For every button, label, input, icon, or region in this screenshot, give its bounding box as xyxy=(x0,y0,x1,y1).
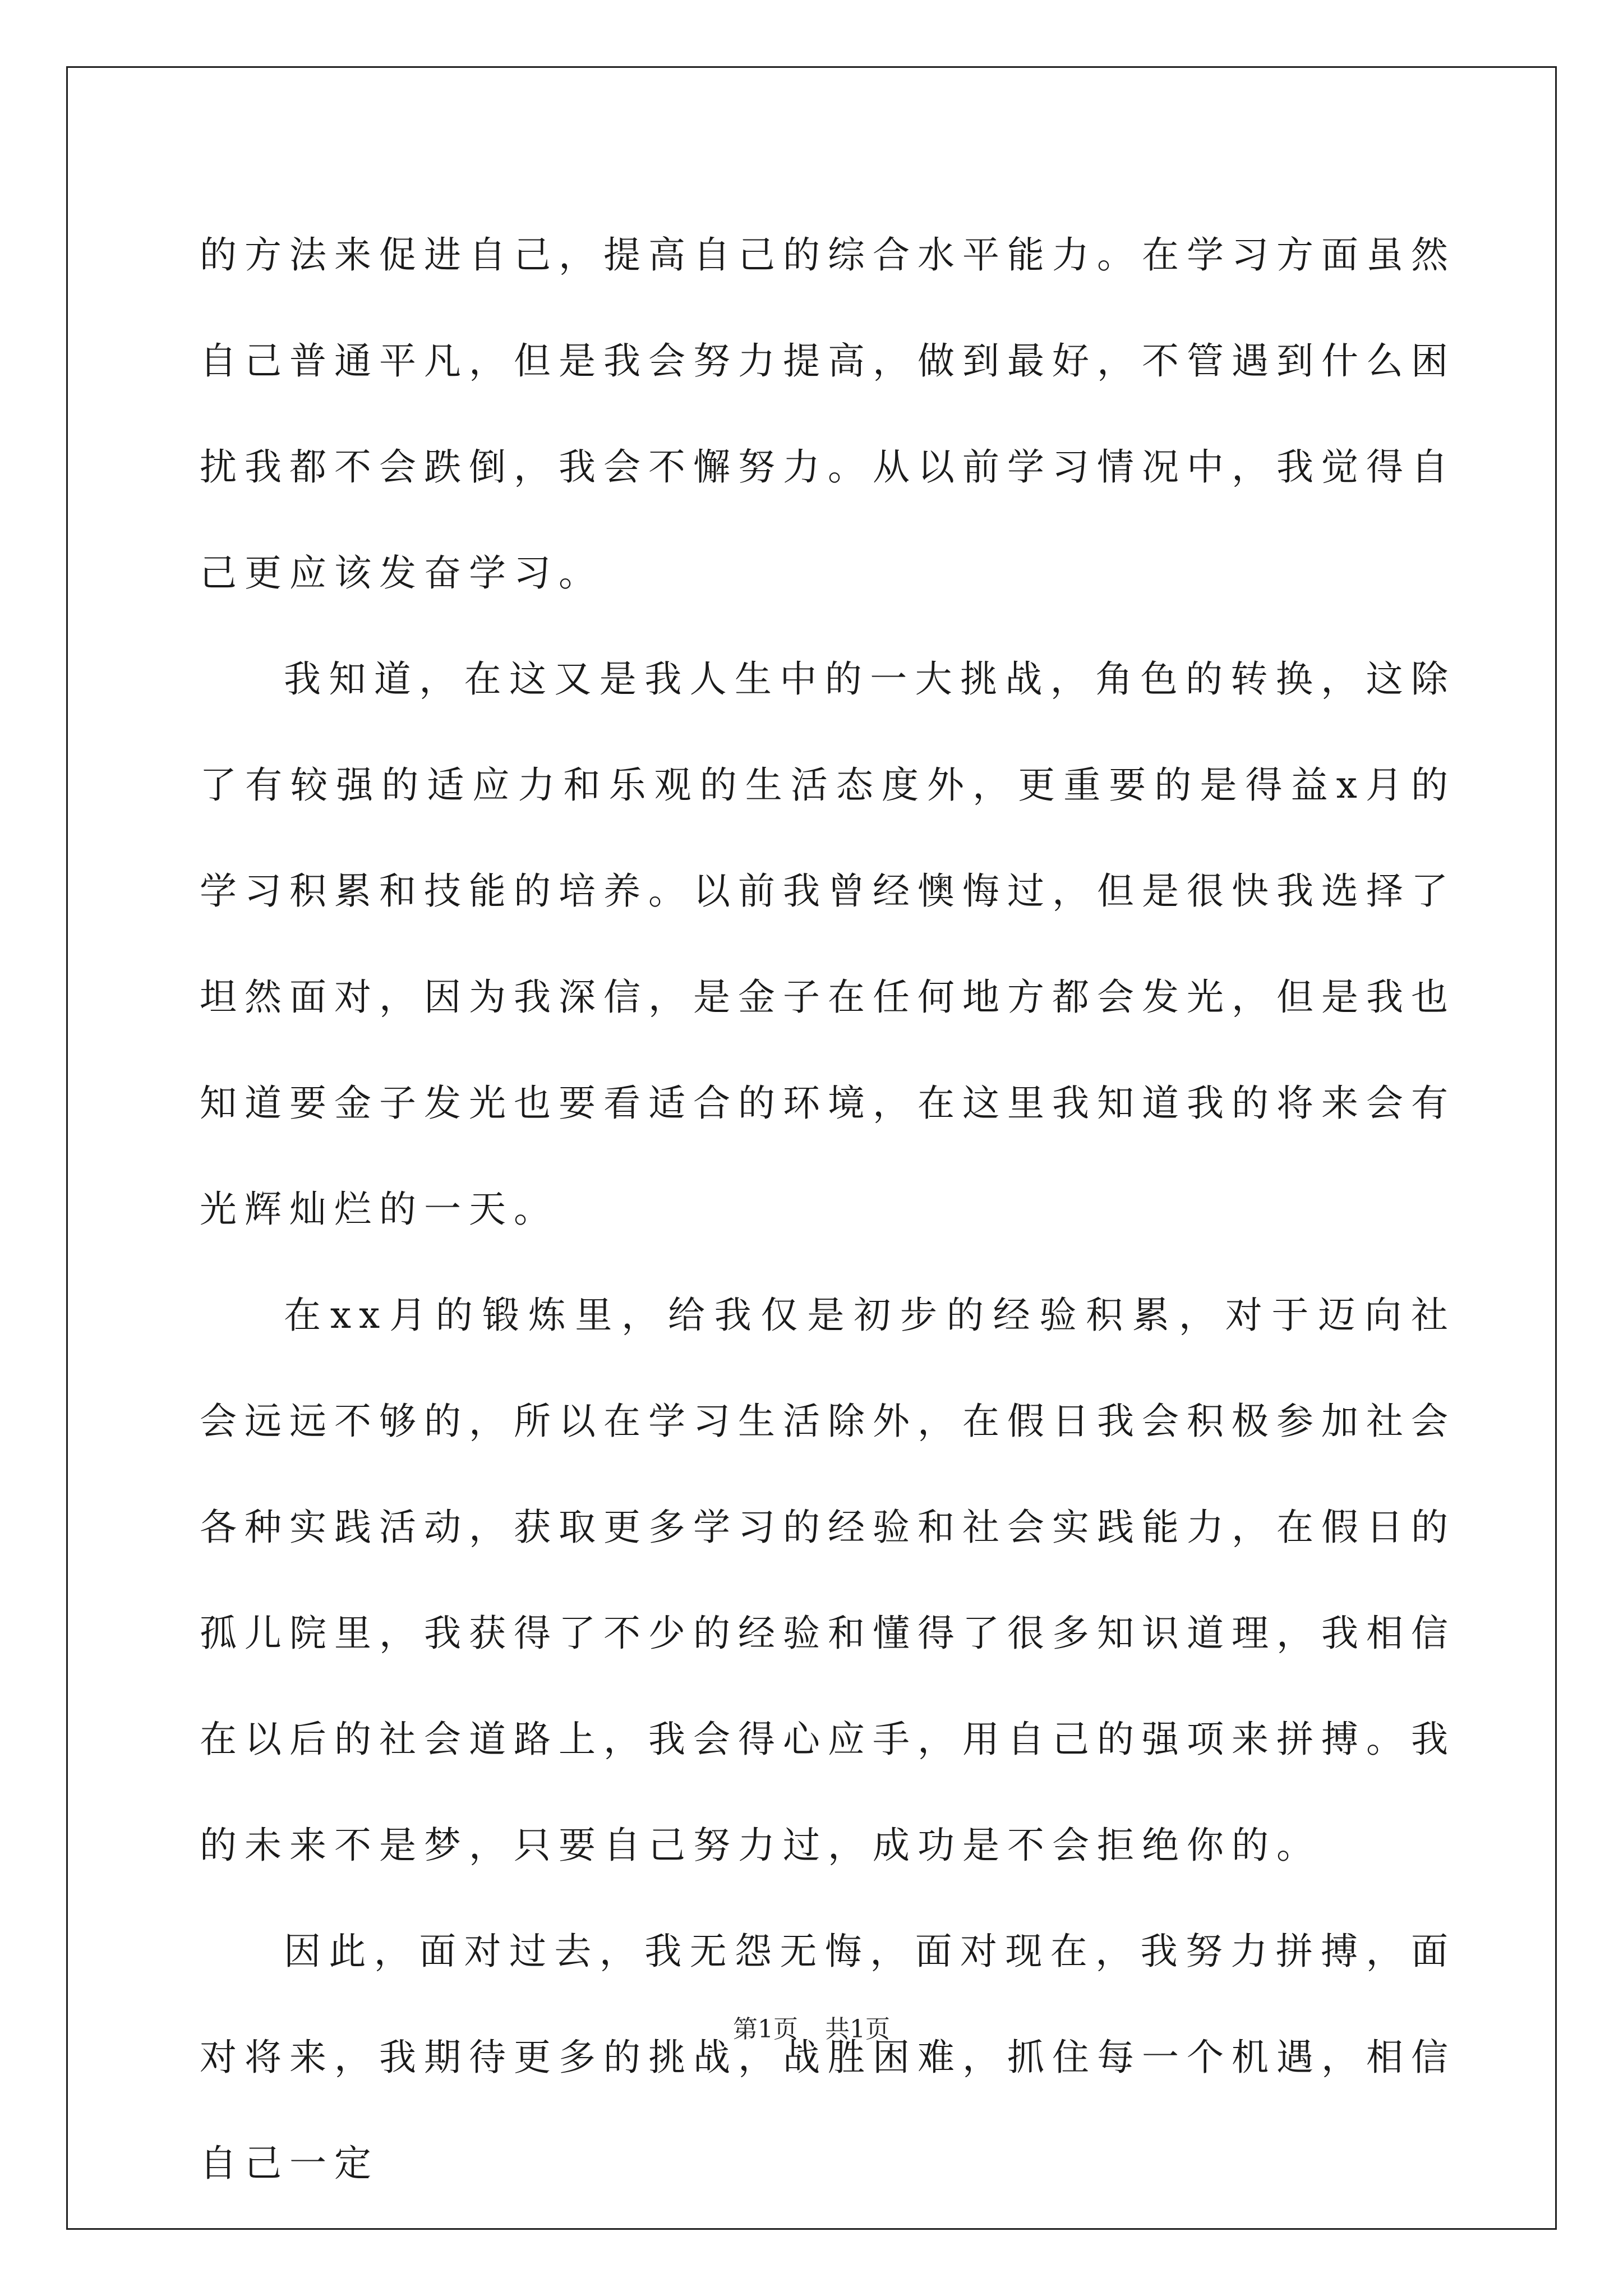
document-body xyxy=(200,202,1456,2216)
paragraph-2: 我知道，在这又是我人生中的一大挑战，角色的转换，这除了有较强的适应力和乐观的生活态度外，更重要的是得益x月的学习积累和技能的培养。以前我曾经懊悔过，但是很快我选择了坦然面对，因为我深信，是金子在任何地方都会发光，但是我也知道要金子发光也要看适合的环境，在这里我知道我的将来会有光辉灿烂的一天。 xyxy=(200,657,1456,1231)
page-number-current: 第1页 xyxy=(733,2015,798,2044)
page-number-total: 共1页 xyxy=(825,2015,890,2044)
paragraph-3: 在xx月的锻炼里，给我仅是初步的经验积累，对于迈向社会远远不够的，所以在学习生活除外，在假日我会积极参加社会各种实践活动，获取更多学习的经验和社会实践能力，在假日的孤儿院里，我获得了不少的经验和懂得了很多知识道理，我相信在以后的社会道路上，我会得心应手，用自己的强项来拼搏。我的未来不是梦，只要自己努力过，成功是不会拒绝你的。 xyxy=(200,1294,1456,1867)
paragraph-1: 的方法来促进自己，提高自己的综合水平能力。在学习方面虽然自己普通平凡，但是我会努力提高，做到最好，不管遇到什么困扰我都不会跌倒，我会不懈努力。从以前学习情况中，我觉得自己更应该发奋学习。 xyxy=(200,233,1456,595)
page-footer xyxy=(0,2013,1623,2046)
paragraph-4: 因此，面对过去，我无怨无悔，面对现在，我努力拼搏，面对将来，我期待更多的挑战，战胜困难，抓住每一个机遇，相信自己一定 xyxy=(200,1930,1456,2185)
